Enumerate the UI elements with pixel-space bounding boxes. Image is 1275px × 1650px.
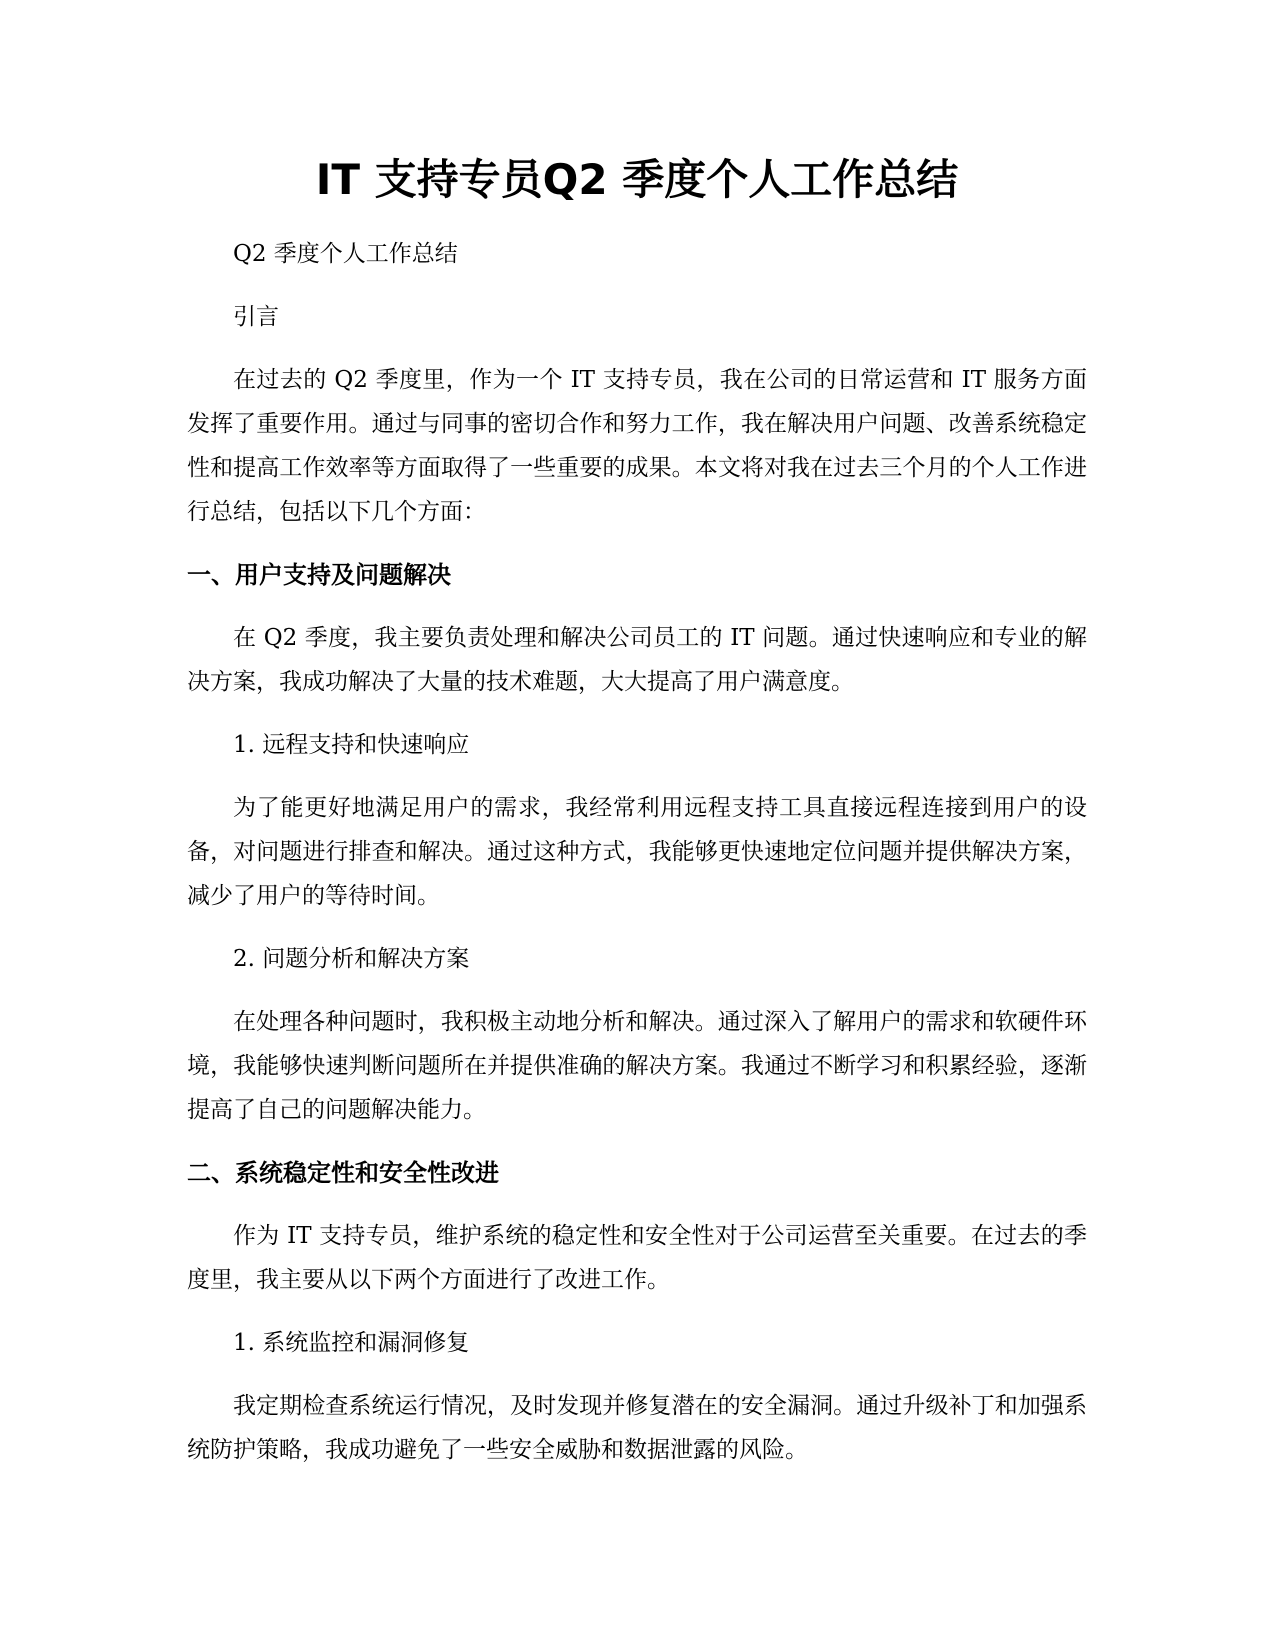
intro-paragraph: 在过去的 Q2 季度里，作为一个 IT 支持专员，我在公司的日常运营和 IT 服务方面发挥了重要作用。通过与同事的密切合作和努力工作，我在解决用户问题、改善系统稳定性和提高工作效率等方面取得了一些重要的成果。本文将对我在过去三个月的个人工作进行总结，包括以下几个方面： xyxy=(187,367,1087,525)
section1-item2-title: 2. 问题分析和解决方案 xyxy=(233,946,470,972)
document-body xyxy=(187,150,1087,1491)
section-heading-1: 一、用户支持及问题解决 xyxy=(187,561,451,589)
section1-item2-text: 在处理各种问题时，我积极主动地分析和解决。通过深入了解用户的需求和软硬件环境，我能够快速判断问题所在并提供准确的解决方案。我通过不断学习和积累经验，逐渐提高了自己的问题解决能力。 xyxy=(187,1009,1087,1123)
subtitle-line: Q2 季度个人工作总结 xyxy=(233,241,458,267)
section2-item1-text: 我定期检查系统运行情况，及时发现并修复潜在的安全漏洞。通过升级补丁和加强系统防护策略，我成功避免了一些安全威胁和数据泄露的风险。 xyxy=(187,1393,1087,1463)
section1-intro: 在 Q2 季度，我主要负责处理和解决公司员工的 IT 问题。通过快速响应和专业的解决方案，我成功解决了大量的技术难题，大大提高了用户满意度。 xyxy=(187,625,1087,695)
section2-item1-title: 1. 系统监控和漏洞修复 xyxy=(233,1330,470,1356)
section1-item1-title: 1. 远程支持和快速响应 xyxy=(233,732,470,758)
section1-item1-text: 为了能更好地满足用户的需求，我经常利用远程支持工具直接远程连接到用户的设备，对问题进行排查和解决。通过这种方式，我能够更快速地定位问题并提供解决方案，减少了用户的等待时间。 xyxy=(187,795,1087,909)
intro-label: 引言 xyxy=(233,304,279,330)
document-title: IT 支持专员Q2 季度个人工作总结 xyxy=(315,155,959,204)
section-heading-2: 二、系统稳定性和安全性改进 xyxy=(187,1159,499,1187)
section2-intro: 作为 IT 支持专员，维护系统的稳定性和安全性对于公司运营至关重要。在过去的季度里，我主要从以下两个方面进行了改进工作。 xyxy=(187,1223,1087,1293)
